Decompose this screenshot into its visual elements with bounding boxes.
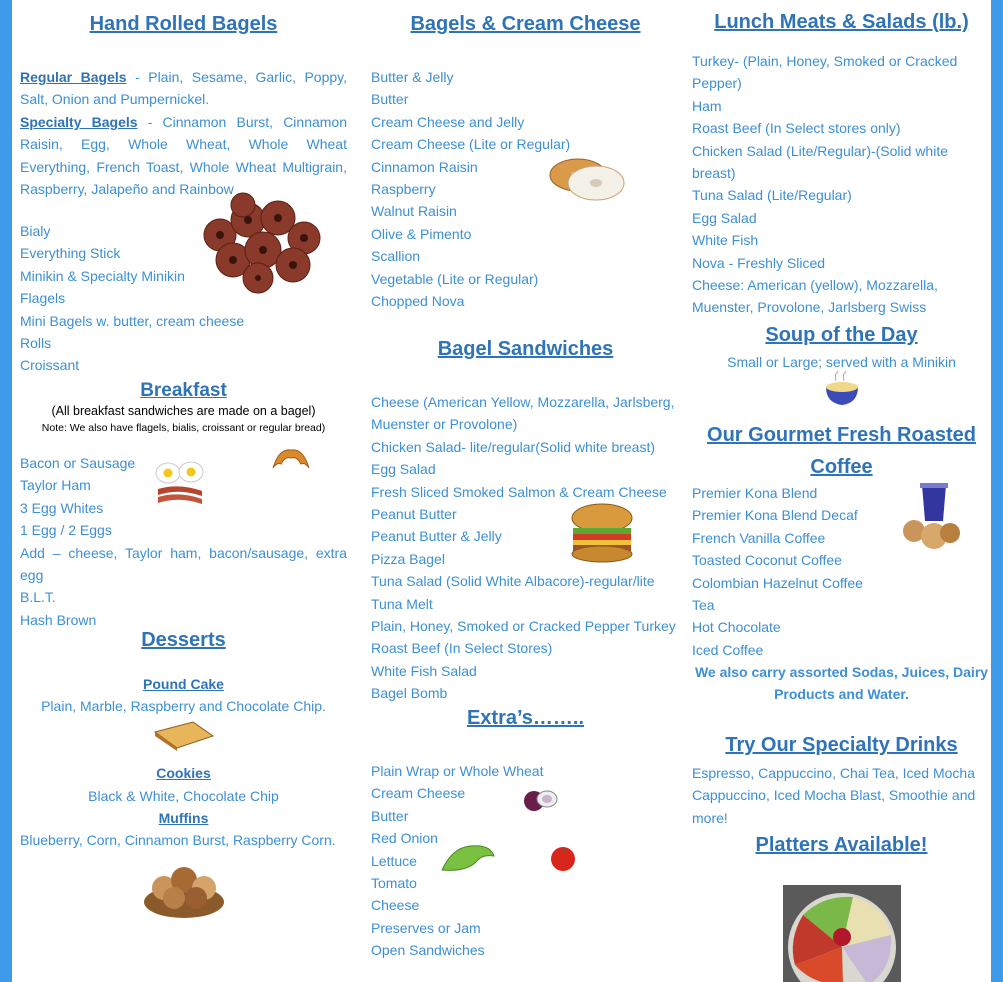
list-item: Pizza Bagel — [371, 550, 445, 567]
bagel-cream-cheese-icon — [548, 153, 626, 205]
list-item: Premier Kona Blend Decaf — [692, 507, 858, 524]
list-item: Hot Chocolate — [692, 619, 781, 636]
list-item: Olive & Pimento — [371, 225, 472, 242]
list-item: Turkey- (Plain, Honey, Smoked or Cracked Pepper) — [692, 53, 958, 92]
list-item: Raspberry — [371, 181, 436, 198]
list-item: Cheese: American (yellow), Mozzarella, Muenster, Provolone, Jarlsberg Swiss — [692, 277, 938, 316]
tomato-icon — [548, 842, 578, 872]
specialty-bagels-text: Specialty Bagels - Cinnamon Burst, Cinnamon Raisin, Egg, Whole Wheat, Whole Wheat Everything, French Toast, Whole Wheat Multigrain, Raspberry, Jalapeño and Rainbow — [20, 114, 348, 198]
list-item: Chicken Salad (Lite/Regular)-(Solid white breast) — [692, 142, 949, 182]
breakfast-note: (All breakfast sandwiches are made on a bagel) — [51, 404, 316, 418]
list-item: Add – cheese, Taylor ham, bacon/sausage, extra egg — [20, 544, 347, 584]
pound-cake-title: Pound Cake — [143, 676, 224, 692]
carry-note: We also carry assorted Sodas, Juices, Dairy Products and Water. — [694, 664, 989, 702]
list-item: Mini Bagels w. butter, cream cheese — [20, 312, 245, 329]
soup-title: Soup of the Day — [765, 324, 918, 346]
list-item: French Vanilla Coffee — [692, 529, 826, 546]
list-item: Croissant — [20, 357, 80, 374]
list-item: Bialy — [20, 223, 51, 239]
list-item: Tuna Melt — [371, 595, 433, 612]
list-item: Bagel Bomb — [371, 685, 448, 702]
list-item: Bacon or Sausage — [20, 455, 136, 471]
right-border — [991, 0, 1003, 982]
breakfast-title: Breakfast — [140, 380, 227, 401]
list-item: Taylor Ham — [20, 477, 91, 494]
cookies-title: Cookies — [156, 765, 211, 781]
list-item: Minikin & Specialty Minikin — [20, 267, 185, 284]
list-item: Vegetable (Lite or Regular) — [371, 270, 539, 287]
list-item: Roast Beef (In Select Stores) — [371, 640, 553, 657]
list-item: Open Sandwiches — [371, 942, 485, 959]
list-item: 1 Egg / 2 Eggs — [20, 522, 112, 539]
list-item: Roast Beef (In Select stores only) — [692, 120, 901, 137]
list-item: Butter & Jelly — [371, 69, 454, 85]
list-item: Fresh Sliced Smoked Salmon & Cream Cheese — [371, 483, 667, 500]
list-item: Colombian Hazelnut Coffee — [692, 574, 863, 591]
soup-bowl-icon — [822, 369, 862, 407]
list-item: Preserves or Jam — [371, 919, 481, 936]
lunch-meats-title: Lunch Meats & Salads (lb.) — [714, 11, 969, 33]
muffins-title: Muffins — [158, 810, 209, 826]
list-item: White Fish Salad — [371, 662, 477, 679]
platters-title: Platters Available! — [755, 834, 928, 856]
croissant-icon — [271, 446, 311, 472]
list-item: Flagels — [20, 290, 66, 307]
list-item: Everything Stick — [20, 245, 121, 262]
list-item: Cream Cheese and Jelly — [371, 113, 525, 130]
specialty-drinks-text: Espresso, Cappuccino, Chai Tea, Iced Mocha Cappuccino, Iced Mocha Blast, Smoothie and more! — [692, 765, 976, 826]
list-item: Egg Salad — [371, 461, 436, 478]
muffins-text: Blueberry, Corn, Cinnamon Burst, Raspberry Corn. — [20, 832, 336, 848]
list-item: Egg Salad — [692, 209, 757, 226]
list-item: Iced Coffee — [692, 641, 764, 658]
list-item: Premier Kona Blend — [692, 485, 818, 501]
list-item: B.L.T. — [20, 589, 56, 606]
bagel-sandwiches-title: Bagel Sandwiches — [437, 338, 614, 360]
list-item: Tuna Salad (Solid White Albacore)-regular/lite — [371, 573, 655, 590]
list-item: Plain, Honey, Smoked or Cracked Pepper Turkey — [371, 618, 676, 635]
coffee-title: Our Gourmet Fresh Roasted Coffee — [707, 424, 976, 478]
hand-rolled-bagels-title: Hand Rolled Bagels — [89, 13, 278, 35]
soup-text: Small or Large; served with a Minikin — [727, 354, 956, 370]
extras-title: Extra’s…….. — [466, 707, 585, 729]
bagel-pile-icon — [198, 190, 328, 294]
list-item: Tuna Salad (Lite/Regular) — [692, 187, 852, 204]
bagels-cream-cheese-title: Bagels & Cream Cheese — [410, 13, 641, 35]
eggs-bacon-icon — [154, 455, 206, 509]
coffee-cup-icon — [902, 481, 962, 551]
regular-bagels-label: Regular Bagels — [20, 69, 127, 85]
desserts-title: Desserts — [141, 629, 226, 651]
list-item: Red Onion — [371, 830, 438, 847]
list-item: Cinnamon Raisin — [371, 158, 478, 175]
list-item: Rolls — [20, 335, 52, 352]
list-item: Tomato — [371, 875, 417, 892]
list-item: Scallion — [371, 248, 421, 265]
list-item: Peanut Butter & Jelly — [371, 528, 502, 545]
list-item: Plain Wrap or Whole Wheat — [371, 763, 544, 779]
lettuce-icon — [440, 842, 496, 876]
list-item: Cheese (American Yellow, Mozzarella, Jarlsberg, Muenster or Provolone) — [371, 394, 675, 433]
list-item: White Fish — [692, 232, 759, 249]
specialty-drinks-title: Try Our Specialty Drinks — [725, 734, 958, 756]
regular-bagels-text: Regular Bagels - Plain, Sesame, Garlic, Poppy, Salt, Onion and Pumpernickel. — [20, 69, 348, 108]
list-item: Lettuce — [371, 852, 417, 869]
platter-photo — [783, 885, 901, 982]
lunch-list — [692, 50, 962, 319]
specialty-bagels-label: Specialty Bagels — [20, 114, 138, 130]
onion-icon — [522, 787, 558, 813]
list-item: Ham — [692, 97, 722, 114]
list-item: Peanut Butter — [371, 506, 457, 523]
list-item: Cream Cheese — [371, 785, 466, 802]
list-item: Hash Brown — [20, 611, 97, 628]
list-item: Cheese — [371, 897, 420, 914]
pound-cake-text: Plain, Marble, Raspberry and Chocolate Chip. — [41, 698, 326, 714]
list-item: 3 Egg Whites — [20, 499, 104, 516]
cookies-text: Black & White, Chocolate Chip — [88, 788, 279, 804]
list-item: Chopped Nova — [371, 293, 465, 310]
list-item: Walnut Raisin — [371, 203, 457, 220]
list-item: Butter — [371, 807, 409, 824]
breakfast-note-2: Note: We also have flagels, bialis, croissant or regular bread) — [41, 422, 326, 434]
left-border — [0, 0, 12, 982]
list-item: Tea — [692, 597, 715, 614]
cream-cheese-list — [371, 66, 680, 312]
list-item: Nova - Freshly Sliced — [692, 254, 826, 271]
list-item: Butter — [371, 91, 409, 108]
muffin-basket-icon — [142, 858, 226, 920]
sandwich-icon — [569, 502, 635, 564]
list-item: Chicken Salad- lite/regular(Solid white breast) — [371, 438, 656, 455]
pound-cake-icon — [153, 718, 215, 752]
list-item: Toasted Coconut Coffee — [692, 552, 842, 569]
list-item: Cream Cheese (Lite or Regular) — [371, 136, 571, 153]
